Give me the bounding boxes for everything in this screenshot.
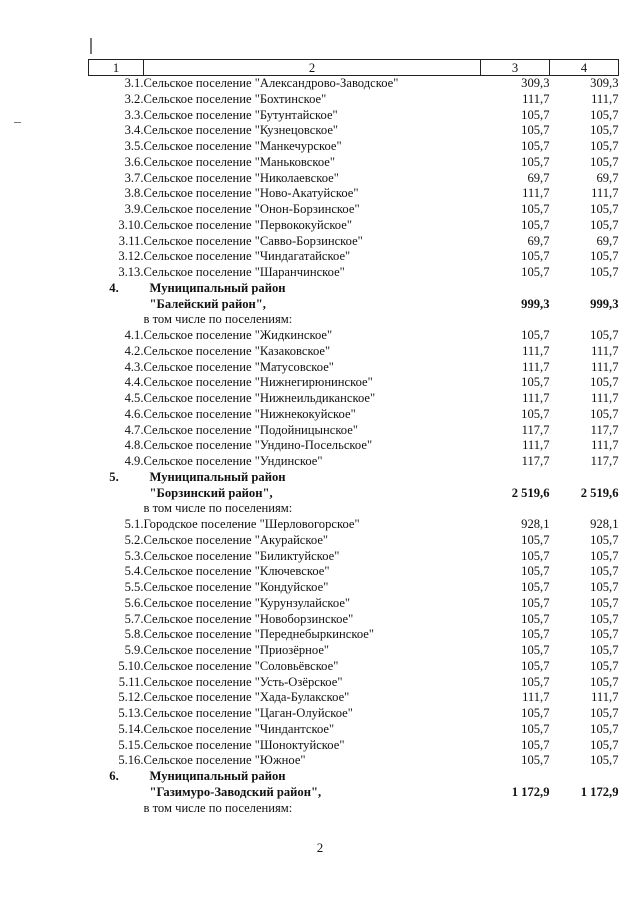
row-value-3: 105,7 xyxy=(521,627,550,642)
row-number: 4. xyxy=(109,280,119,295)
row-value-4: 1 172,9 xyxy=(580,784,619,799)
row-name: Сельское поселение "Ундино-Посельское" xyxy=(143,438,373,453)
table-row xyxy=(89,328,619,344)
column-header-2: 2 xyxy=(144,60,481,76)
row-value-4: 105,7 xyxy=(590,107,619,122)
table-header xyxy=(89,60,619,76)
row-value-3: 105,7 xyxy=(521,107,550,122)
row-number: 5.3. xyxy=(124,548,144,563)
row-value-3 xyxy=(481,281,550,297)
row-number: 5.9. xyxy=(124,643,144,657)
row-value-4: 105,7 xyxy=(590,249,619,264)
table-row xyxy=(89,753,619,769)
table-row xyxy=(89,533,619,549)
row-number: 5.2. xyxy=(124,532,144,547)
row-value-4 xyxy=(550,501,619,517)
row-value-3: 105,7 xyxy=(521,643,550,657)
row-value-4 xyxy=(550,769,619,785)
row-value-3: 105,7 xyxy=(521,753,550,768)
row-number: 4.3. xyxy=(124,359,144,374)
row-name: "Газимуро-Заводский район", xyxy=(149,784,322,799)
row-number: 5.8. xyxy=(124,627,144,642)
row-value-3: 2 519,6 xyxy=(511,485,550,500)
row-number: 5.10. xyxy=(118,658,144,673)
row-value-3: 117,7 xyxy=(521,454,550,468)
row-value-3: 69,7 xyxy=(527,233,550,248)
table-row xyxy=(89,375,619,391)
table-row xyxy=(89,218,619,234)
row-number: 3.13. xyxy=(118,265,144,279)
row-number: 3.7. xyxy=(124,170,144,185)
row-number: 3.10. xyxy=(118,217,144,232)
row-value-4: 105,7 xyxy=(590,643,619,657)
row-value-3: 105,7 xyxy=(521,721,550,736)
row-value-4 xyxy=(550,470,619,486)
row-number xyxy=(89,785,144,801)
row-name: Сельское поселение "Бутунтайское" xyxy=(143,107,338,122)
row-number: 5.11. xyxy=(118,674,144,689)
row-name: Сельское поселение "Матусовское" xyxy=(143,359,334,374)
table-row xyxy=(89,76,619,92)
table-row xyxy=(89,738,619,754)
row-value-3 xyxy=(481,769,550,785)
table-row xyxy=(89,627,619,643)
table-row xyxy=(89,171,619,187)
row-name: Сельское поселение "Южное" xyxy=(143,753,306,768)
row-name: Сельское поселение "Чиндагатайское" xyxy=(143,249,351,264)
table-row xyxy=(89,722,619,738)
table-row xyxy=(89,249,619,265)
row-number: 3.2. xyxy=(124,91,144,106)
row-value-3: 105,7 xyxy=(521,139,550,153)
row-value-3: 111,7 xyxy=(522,690,550,705)
row-value-3 xyxy=(481,470,550,486)
row-value-3: 105,7 xyxy=(521,406,550,421)
row-value-4: 105,7 xyxy=(590,580,619,594)
row-value-4: 309,3 xyxy=(590,76,619,90)
row-number: 3.4. xyxy=(124,123,144,138)
row-value-4: 2 519,6 xyxy=(580,485,619,500)
table-row xyxy=(89,438,619,454)
row-number: 6. xyxy=(109,769,119,783)
row-name: Сельское поселение "Онон-Борзинское" xyxy=(143,202,360,216)
row-value-4: 111,7 xyxy=(591,91,619,106)
row-name: Сельское поселение "Первококуйское" xyxy=(143,217,352,232)
table-row xyxy=(89,92,619,108)
row-name: Сельское поселение "Нижнегирюнинское" xyxy=(143,375,373,390)
row-name: Сельское поселение "Шоноктуйское" xyxy=(143,737,345,752)
row-value-3 xyxy=(481,501,550,517)
row-number xyxy=(89,501,144,517)
row-number: 5.15. xyxy=(118,737,144,752)
table-row xyxy=(89,801,619,817)
row-value-3: 111,7 xyxy=(522,186,550,201)
table-row xyxy=(89,564,619,580)
row-number: 5.12. xyxy=(118,690,144,705)
row-name: Сельское поселение "Хада-Булакское" xyxy=(143,690,350,705)
row-value-4: 117,7 xyxy=(590,454,619,468)
column-header-4: 4 xyxy=(550,60,619,76)
row-value-3: 105,7 xyxy=(521,154,550,169)
row-number xyxy=(89,486,144,502)
table-row xyxy=(89,785,619,801)
table-row xyxy=(89,360,619,376)
row-name: Сельское поселение "Ундинское" xyxy=(143,454,323,468)
table-row xyxy=(89,659,619,675)
row-value-3: 69,7 xyxy=(527,170,550,185)
row-value-3: 111,7 xyxy=(522,91,550,106)
row-value-4: 105,7 xyxy=(590,595,619,610)
row-name: в том числе по поселениям: xyxy=(143,312,293,327)
table-row xyxy=(89,234,619,250)
table-row xyxy=(89,123,619,139)
row-value-4: 105,7 xyxy=(590,564,619,579)
page-number: 2 xyxy=(316,840,324,855)
table-row xyxy=(89,297,619,313)
row-name: Городское поселение "Шерловогорское" xyxy=(143,517,360,531)
table-row xyxy=(89,675,619,691)
row-value-4: 105,7 xyxy=(590,706,619,720)
row-number: 3.9. xyxy=(124,202,144,216)
table-row xyxy=(89,281,619,297)
row-value-4: 69,7 xyxy=(596,233,619,248)
row-name: Муниципальный район xyxy=(149,280,286,295)
row-name: Сельское поселение "Переднебыркинское" xyxy=(143,627,374,642)
row-name: Сельское поселение "Бохтинское" xyxy=(143,91,327,106)
row-name: Сельское поселение "Цаган-Олуйское" xyxy=(143,706,353,720)
row-name: Сельское поселение "Казаковское" xyxy=(143,343,331,358)
row-value-4: 111,7 xyxy=(591,186,619,201)
row-number xyxy=(89,801,144,817)
row-number: 4.7. xyxy=(124,422,144,437)
row-value-3: 105,7 xyxy=(521,532,550,547)
row-name: Сельское поселение "Шаранчинское" xyxy=(143,265,345,279)
row-number: 3.3. xyxy=(124,107,144,122)
table-row xyxy=(89,690,619,706)
row-value-4: 105,7 xyxy=(590,123,619,138)
row-name: Сельское поселение "Маньковское" xyxy=(143,154,336,169)
row-value-4: 105,7 xyxy=(590,753,619,768)
row-number: 5.6. xyxy=(124,595,144,610)
row-value-3: 105,7 xyxy=(521,674,550,689)
table-row xyxy=(89,580,619,596)
table-row xyxy=(89,643,619,659)
row-value-4: 111,7 xyxy=(591,391,619,405)
row-value-4: 105,7 xyxy=(590,674,619,689)
row-name: Муниципальный район xyxy=(149,469,286,484)
table-row xyxy=(89,202,619,218)
row-value-4: 999,3 xyxy=(590,296,619,311)
row-value-3: 105,7 xyxy=(521,595,550,610)
row-value-3: 117,7 xyxy=(521,422,550,437)
row-number: 5.4. xyxy=(124,564,144,579)
row-value-3: 105,7 xyxy=(521,202,550,216)
row-name: Сельское поселение "Подойницынское" xyxy=(143,422,358,437)
row-value-4: 105,7 xyxy=(590,532,619,547)
row-value-4: 105,7 xyxy=(590,658,619,673)
table-row xyxy=(89,706,619,722)
row-number: 4.2. xyxy=(124,343,144,358)
row-name: Сельское поселение "Савво-Борзинское" xyxy=(143,233,363,248)
row-name: "Балейский район", xyxy=(149,296,266,311)
table-row xyxy=(89,470,619,486)
row-name: Сельское поселение "Чиндантское" xyxy=(143,721,335,736)
row-value-3: 105,7 xyxy=(521,706,550,720)
row-value-3: 105,7 xyxy=(521,123,550,138)
row-number: 5.1. xyxy=(124,517,144,531)
row-value-3: 928,1 xyxy=(521,517,550,531)
row-value-4: 928,1 xyxy=(590,517,619,531)
row-number: 3.11. xyxy=(118,233,144,248)
row-value-4: 105,7 xyxy=(590,328,619,342)
column-header-3: 3 xyxy=(481,60,550,76)
row-value-3: 111,7 xyxy=(522,438,550,453)
row-name: Сельское поселение "Соловьёвское" xyxy=(143,658,339,673)
row-number xyxy=(89,312,144,328)
row-name: Сельское поселение "Курунзулайское" xyxy=(143,595,351,610)
table-row xyxy=(89,612,619,628)
table-row xyxy=(89,139,619,155)
row-value-3: 105,7 xyxy=(521,249,550,264)
row-number: 4.5. xyxy=(124,391,144,405)
row-value-3: 105,7 xyxy=(521,548,550,563)
row-number: 5.14. xyxy=(118,721,144,736)
row-value-3: 105,7 xyxy=(521,611,550,626)
table-row xyxy=(89,517,619,533)
table-row xyxy=(89,265,619,281)
table-row xyxy=(89,501,619,517)
row-value-4: 105,7 xyxy=(590,217,619,232)
row-number: 5. xyxy=(109,469,119,484)
row-value-3: 105,7 xyxy=(521,658,550,673)
row-number: 4.6. xyxy=(124,406,144,421)
row-value-3: 309,3 xyxy=(521,76,550,90)
table-row xyxy=(89,108,619,124)
row-name: в том числе по поселениям: xyxy=(143,800,293,815)
row-value-4 xyxy=(550,281,619,297)
row-number: 4.8. xyxy=(124,438,144,453)
row-number xyxy=(89,297,144,313)
row-name: в том числе по поселениям: xyxy=(143,501,293,516)
row-value-4: 105,7 xyxy=(590,548,619,563)
row-value-4: 105,7 xyxy=(590,627,619,642)
row-value-4: 105,7 xyxy=(590,265,619,279)
row-number: 5.13. xyxy=(118,706,144,720)
row-value-3: 105,7 xyxy=(521,375,550,390)
row-value-4: 105,7 xyxy=(590,721,619,736)
table-row xyxy=(89,407,619,423)
row-name: Сельское поселение "Манкечурское" xyxy=(143,139,342,153)
column-header-1: 1 xyxy=(89,60,144,76)
row-name: Сельское поселение "Ключевское" xyxy=(143,564,330,579)
row-name: Сельское поселение "Кузнецовское" xyxy=(143,123,339,138)
row-value-3: 105,7 xyxy=(521,564,550,579)
row-name: Сельское поселение "Жидкинское" xyxy=(143,328,333,342)
row-value-4: 111,7 xyxy=(591,359,619,374)
row-value-3: 105,7 xyxy=(521,328,550,342)
row-name: Муниципальный район xyxy=(149,769,286,783)
row-value-4: 105,7 xyxy=(590,611,619,626)
row-name: Сельское поселение "Ново-Акатуйское" xyxy=(143,186,359,201)
table-row xyxy=(89,423,619,439)
table-row xyxy=(89,769,619,785)
row-value-4: 111,7 xyxy=(591,343,619,358)
table-body xyxy=(89,76,619,817)
row-name: Сельское поселение "Николаевское" xyxy=(143,170,339,185)
table-row xyxy=(89,312,619,328)
row-number: 4.4. xyxy=(124,375,144,390)
row-value-4: 105,7 xyxy=(590,406,619,421)
row-name: Сельское поселение "Усть-Озёрское" xyxy=(143,674,343,689)
row-value-3: 105,7 xyxy=(521,217,550,232)
row-value-4 xyxy=(550,801,619,817)
row-value-3: 1 172,9 xyxy=(511,784,550,799)
table-row xyxy=(89,549,619,565)
table-row xyxy=(89,454,619,470)
row-name: Сельское поселение "Акурайское" xyxy=(143,532,329,547)
row-number: 3.6. xyxy=(124,154,144,169)
table-row xyxy=(89,186,619,202)
row-value-4: 69,7 xyxy=(596,170,619,185)
table-row xyxy=(89,155,619,171)
row-number: 5.7. xyxy=(124,611,144,626)
row-number: 3.5. xyxy=(124,139,144,153)
row-value-4: 111,7 xyxy=(591,438,619,453)
row-name: Сельское поселение "Нижнекокуйское" xyxy=(143,406,356,421)
row-name: Сельское поселение "Кондуйское" xyxy=(143,580,329,594)
row-name: Сельское поселение "Александрово-Заводское" xyxy=(143,76,399,90)
row-number: 3.1. xyxy=(124,76,144,90)
row-value-4 xyxy=(550,312,619,328)
row-name: Сельское поселение "Новоборзинское" xyxy=(143,611,354,626)
row-number: 5.16. xyxy=(118,753,144,768)
table-row xyxy=(89,344,619,360)
table-row xyxy=(89,596,619,612)
row-name: Сельское поселение "Приозёрное" xyxy=(143,643,330,657)
row-value-4: 111,7 xyxy=(591,690,619,705)
row-value-4: 105,7 xyxy=(590,375,619,390)
row-value-3 xyxy=(481,312,550,328)
row-name: "Борзинский район", xyxy=(149,485,273,500)
row-number: 3.12. xyxy=(118,249,144,264)
row-value-4: 105,7 xyxy=(590,139,619,153)
row-value-4: 105,7 xyxy=(590,737,619,752)
row-number: 4.9. xyxy=(124,454,144,468)
row-value-3: 105,7 xyxy=(521,265,550,279)
table-row xyxy=(89,486,619,502)
row-value-3: 105,7 xyxy=(521,737,550,752)
table-row xyxy=(89,391,619,407)
scan-mark xyxy=(14,122,21,123)
row-number: 4.1. xyxy=(124,328,144,342)
row-value-4: 105,7 xyxy=(590,154,619,169)
row-value-3: 999,3 xyxy=(521,296,550,311)
row-value-3 xyxy=(481,801,550,817)
row-name: Сельское поселение "Биликтуйское" xyxy=(143,548,340,563)
row-value-4: 105,7 xyxy=(590,202,619,216)
row-value-3: 105,7 xyxy=(521,580,550,594)
row-value-3: 111,7 xyxy=(522,359,550,374)
scan-mark xyxy=(90,38,92,54)
budget-table xyxy=(88,59,619,816)
row-value-3: 111,7 xyxy=(522,391,550,405)
row-name: Сельское поселение "Нижнеильдиканское" xyxy=(143,391,376,405)
row-number: 3.8. xyxy=(124,186,144,201)
row-number: 5.5. xyxy=(124,580,144,594)
row-value-4: 117,7 xyxy=(590,422,619,437)
row-value-3: 111,7 xyxy=(522,343,550,358)
